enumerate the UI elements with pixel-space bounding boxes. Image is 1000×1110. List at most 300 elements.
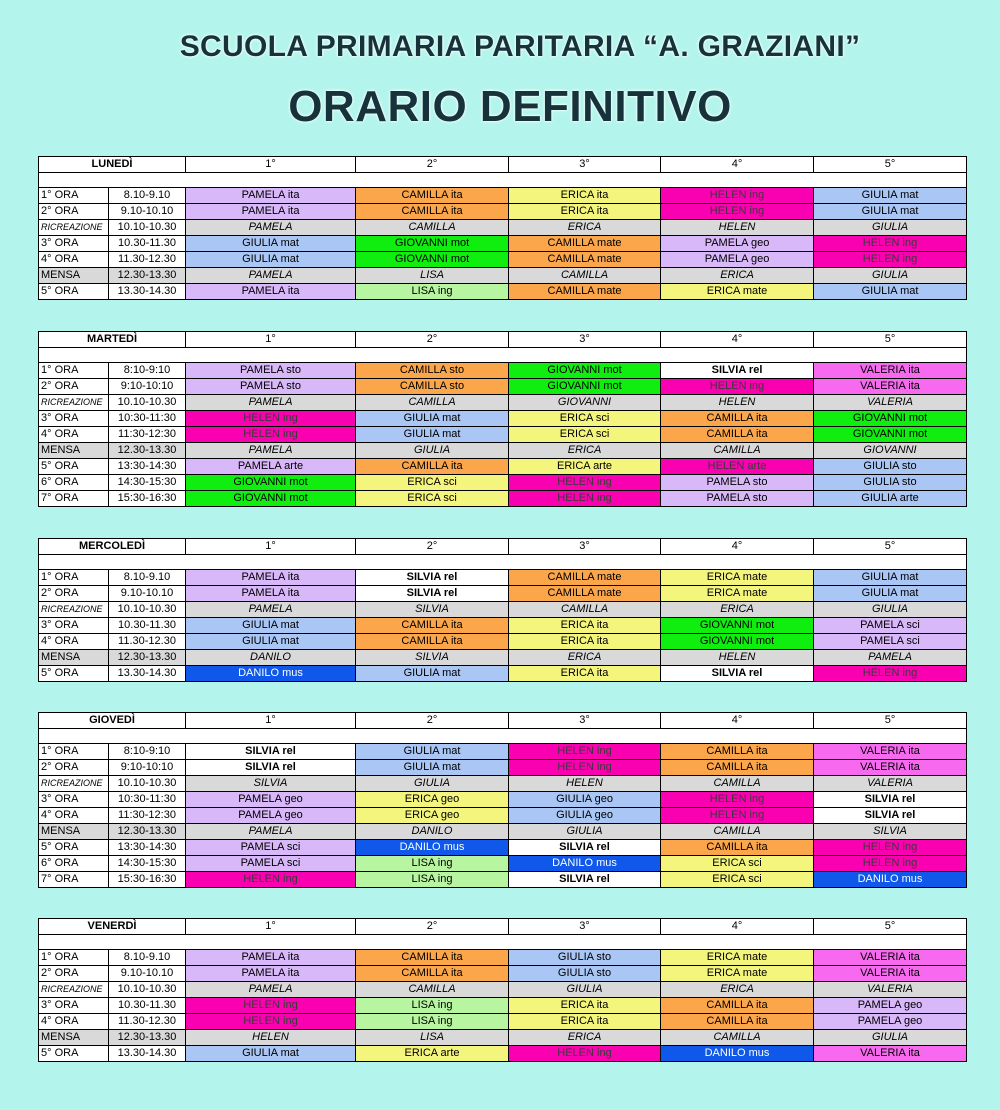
table-row [39, 475, 967, 491]
lesson-cell: GIOVANNI mot [186, 475, 356, 491]
table-row [39, 982, 967, 998]
slot-label: 3° ORA [39, 618, 109, 634]
table-row [39, 666, 967, 682]
column-header: 3° [509, 713, 661, 729]
lesson-cell: PAMELA [814, 650, 967, 666]
table-row [39, 188, 967, 204]
table-row [39, 459, 967, 475]
lesson-cell: SILVIA rel [509, 872, 661, 888]
lesson-cell: DANILO mus [661, 1046, 814, 1062]
time-cell: 10.10-10.30 [109, 776, 186, 792]
lesson-cell: ERICA ita [509, 998, 661, 1014]
day-name: MARTEDÌ [39, 332, 186, 348]
slot-label: 2° ORA [39, 760, 109, 776]
table-row [39, 1014, 967, 1030]
lesson-cell: PAMELA [186, 220, 356, 236]
slot-label: 1° ORA [39, 363, 109, 379]
column-header: 1° [186, 713, 356, 729]
table-row [39, 268, 967, 284]
lesson-cell: ERICA sci [661, 872, 814, 888]
column-header: 3° [509, 332, 661, 348]
lesson-cell: CAMILLA sto [356, 379, 509, 395]
page-title: ORARIO DEFINITIVO [288, 82, 732, 131]
time-cell: 12.30-13.30 [109, 1030, 186, 1046]
time-cell: 10.10-10.30 [109, 220, 186, 236]
header-row [39, 919, 967, 935]
spacer-cell [39, 348, 967, 363]
column-header: 5° [814, 332, 967, 348]
time-cell: 11.30-12.30 [109, 1014, 186, 1030]
lesson-cell: GIOVANNI mot [814, 411, 967, 427]
lesson-cell: HELEN ing [661, 188, 814, 204]
lesson-cell: SILVIA rel [814, 808, 967, 824]
time-cell: 10.30-11.30 [109, 236, 186, 252]
slot-label: MENSA [39, 268, 109, 284]
time-cell: 8.10-9.10 [109, 570, 186, 586]
lesson-cell: PAMELA geo [186, 792, 356, 808]
table-row [39, 634, 967, 650]
table-row [39, 950, 967, 966]
lesson-cell: GIULIA geo [509, 808, 661, 824]
lesson-cell: DANILO [186, 650, 356, 666]
lesson-cell: ERICA arte [356, 1046, 509, 1062]
lesson-cell: VALERIA ita [814, 950, 967, 966]
lesson-cell: PAMELA geo [661, 236, 814, 252]
lesson-cell: GIOVANNI mot [186, 491, 356, 507]
lesson-cell: GIULIA sto [509, 950, 661, 966]
slot-label: RICREAZIONE [39, 395, 109, 411]
slot-label: 4° ORA [39, 252, 109, 268]
column-header: 4° [661, 713, 814, 729]
lesson-cell: HELEN ing [186, 872, 356, 888]
column-header: 2° [356, 919, 509, 935]
lesson-cell: ERICA [509, 650, 661, 666]
lesson-cell: GIULIA mat [814, 204, 967, 220]
time-cell: 15:30-16:30 [109, 872, 186, 888]
table-row [39, 824, 967, 840]
table-row [39, 284, 967, 300]
slot-label: RICREAZIONE [39, 220, 109, 236]
table-row [39, 760, 967, 776]
lesson-cell: PAMELA ita [186, 204, 356, 220]
lesson-cell: PAMELA [186, 982, 356, 998]
lesson-cell: CAMILLA ita [356, 634, 509, 650]
table-row [39, 236, 967, 252]
lesson-cell: PAMELA sto [661, 475, 814, 491]
lesson-cell: CAMILLA ita [661, 998, 814, 1014]
lesson-cell: SILVIA [356, 602, 509, 618]
column-header: 1° [186, 157, 356, 173]
timetable-mercoled [38, 538, 967, 682]
lesson-cell: ERICA [509, 1030, 661, 1046]
lesson-cell: HELEN ing [814, 236, 967, 252]
lesson-cell: DANILO mus [509, 856, 661, 872]
lesson-cell: CAMILLA ita [661, 840, 814, 856]
lesson-cell: SILVIA rel [661, 363, 814, 379]
lesson-cell: ERICA [661, 268, 814, 284]
lesson-cell: GIULIA [814, 268, 967, 284]
lesson-cell: ERICA [661, 602, 814, 618]
spacer-cell [39, 173, 967, 188]
lesson-cell: CAMILLA ita [661, 411, 814, 427]
lesson-cell: ERICA sci [509, 411, 661, 427]
lesson-cell: ERICA ita [509, 204, 661, 220]
spacer-cell [39, 555, 967, 570]
table-row [39, 618, 967, 634]
lesson-cell: SILVIA rel [814, 792, 967, 808]
table-row [39, 427, 967, 443]
lesson-cell: HELEN ing [186, 1014, 356, 1030]
lesson-cell: GIOVANNI [814, 443, 967, 459]
spacer-row [39, 173, 967, 188]
lesson-cell: ERICA ita [509, 1014, 661, 1030]
lesson-cell: GIULIA mat [186, 1046, 356, 1062]
lesson-cell: HELEN ing [814, 856, 967, 872]
lesson-cell: GIOVANNI mot [509, 363, 661, 379]
lesson-cell: SILVIA [356, 650, 509, 666]
time-cell: 10.30-11.30 [109, 618, 186, 634]
lesson-cell: PAMELA [186, 824, 356, 840]
table-row [39, 650, 967, 666]
column-header: 5° [814, 919, 967, 935]
lesson-cell: PAMELA sci [814, 634, 967, 650]
table-row [39, 792, 967, 808]
lesson-cell: ERICA [661, 982, 814, 998]
slot-label: 3° ORA [39, 998, 109, 1014]
table-row [39, 1030, 967, 1046]
column-header: 5° [814, 539, 967, 555]
slot-label: 6° ORA [39, 475, 109, 491]
table-row [39, 379, 967, 395]
column-header: 3° [509, 157, 661, 173]
lesson-cell: CAMILLA mate [509, 586, 661, 602]
lesson-cell: PAMELA geo [186, 808, 356, 824]
table-row [39, 411, 967, 427]
lesson-cell: GIULIA mat [814, 188, 967, 204]
lesson-cell: GIULIA [356, 776, 509, 792]
slot-label: 7° ORA [39, 872, 109, 888]
lesson-cell: GIULIA [814, 220, 967, 236]
lesson-cell: SILVIA rel [509, 840, 661, 856]
table-row [39, 220, 967, 236]
time-cell: 14:30-15:30 [109, 475, 186, 491]
lesson-cell: VALERIA [814, 395, 967, 411]
slot-label: RICREAZIONE [39, 982, 109, 998]
lesson-cell: HELEN ing [186, 998, 356, 1014]
lesson-cell: PAMELA sto [186, 379, 356, 395]
time-cell: 13:30-14:30 [109, 459, 186, 475]
lesson-cell: ERICA sci [356, 475, 509, 491]
lesson-cell: CAMILLA ita [356, 950, 509, 966]
lesson-cell: DANILO mus [186, 666, 356, 682]
lesson-cell: GIULIA geo [509, 792, 661, 808]
table-row [39, 966, 967, 982]
lesson-cell: GIULIA [814, 602, 967, 618]
lesson-cell: GIULIA mat [356, 744, 509, 760]
lesson-cell: CAMILLA mate [509, 236, 661, 252]
lesson-cell: HELEN ing [509, 744, 661, 760]
lesson-cell: GIULIA mat [186, 252, 356, 268]
slot-label: 1° ORA [39, 744, 109, 760]
lesson-cell: HELEN [661, 220, 814, 236]
table-row [39, 776, 967, 792]
slot-label: 4° ORA [39, 1014, 109, 1030]
lesson-cell: HELEN ing [814, 252, 967, 268]
spacer-cell [39, 729, 967, 744]
lesson-cell: GIULIA mat [356, 666, 509, 682]
time-cell: 10:30-11:30 [109, 792, 186, 808]
table-row [39, 998, 967, 1014]
lesson-cell: CAMILLA [509, 268, 661, 284]
header-row [39, 713, 967, 729]
lesson-cell: PAMELA ita [186, 284, 356, 300]
lesson-cell: GIULIA [509, 982, 661, 998]
lesson-cell: PAMELA ita [186, 950, 356, 966]
table-row [39, 872, 967, 888]
lesson-cell: GIULIA arte [814, 491, 967, 507]
lesson-cell: GIULIA mat [356, 427, 509, 443]
slot-label: 4° ORA [39, 427, 109, 443]
lesson-cell: LISA ing [356, 1014, 509, 1030]
lesson-cell: HELEN ing [814, 666, 967, 682]
lesson-cell: PAMELA ita [186, 188, 356, 204]
lesson-cell: VALERIA [814, 776, 967, 792]
time-cell: 8:10-9:10 [109, 363, 186, 379]
lesson-cell: SILVIA rel [186, 760, 356, 776]
time-cell: 9.10-10.10 [109, 586, 186, 602]
lesson-cell: CAMILLA [356, 220, 509, 236]
slot-label: 1° ORA [39, 950, 109, 966]
lesson-cell: HELEN ing [661, 792, 814, 808]
slot-label: 7° ORA [39, 491, 109, 507]
time-cell: 12.30-13.30 [109, 650, 186, 666]
slot-label: RICREAZIONE [39, 602, 109, 618]
slot-label: 5° ORA [39, 459, 109, 475]
slot-label: 3° ORA [39, 411, 109, 427]
time-cell: 8.10-9.10 [109, 950, 186, 966]
lesson-cell: CAMILLA [661, 824, 814, 840]
lesson-cell: PAMELA [186, 268, 356, 284]
lesson-cell: CAMILLA mate [509, 284, 661, 300]
time-cell: 11:30-12:30 [109, 427, 186, 443]
table-row [39, 491, 967, 507]
lesson-cell: HELEN ing [661, 204, 814, 220]
column-header: 1° [186, 539, 356, 555]
lesson-cell: ERICA ita [509, 634, 661, 650]
time-cell: 9:10-10:10 [109, 760, 186, 776]
column-header: 2° [356, 539, 509, 555]
lesson-cell: ERICA mate [661, 966, 814, 982]
slot-label: RICREAZIONE [39, 776, 109, 792]
lesson-cell: GIULIA sto [814, 475, 967, 491]
lesson-cell: PAMELA sci [814, 618, 967, 634]
header-row [39, 332, 967, 348]
lesson-cell: VALERIA ita [814, 363, 967, 379]
lesson-cell: ERICA mate [661, 950, 814, 966]
lesson-cell: ERICA mate [661, 284, 814, 300]
lesson-cell: CAMILLA ita [356, 204, 509, 220]
day-name: MERCOLEDÌ [39, 539, 186, 555]
column-header: 4° [661, 157, 814, 173]
column-header: 5° [814, 713, 967, 729]
lesson-cell: LISA ing [356, 856, 509, 872]
lesson-cell: GIULIA mat [814, 586, 967, 602]
lesson-cell: CAMILLA ita [356, 188, 509, 204]
lesson-cell: VALERIA [814, 982, 967, 998]
column-header: 2° [356, 157, 509, 173]
timetable-luned [38, 156, 967, 300]
lesson-cell: CAMILLA ita [661, 427, 814, 443]
lesson-cell: ERICA ita [509, 618, 661, 634]
lesson-cell: PAMELA geo [661, 252, 814, 268]
lesson-cell: CAMILLA ita [356, 459, 509, 475]
lesson-cell: DANILO [356, 824, 509, 840]
table-row [39, 808, 967, 824]
lesson-cell: HELEN ing [661, 808, 814, 824]
lesson-cell: CAMILLA ita [661, 760, 814, 776]
slot-label: 6° ORA [39, 856, 109, 872]
lesson-cell: HELEN ing [509, 491, 661, 507]
lesson-cell: GIULIA [509, 824, 661, 840]
slot-label: 5° ORA [39, 284, 109, 300]
column-header: 4° [661, 332, 814, 348]
lesson-cell: GIULIA mat [186, 634, 356, 650]
lesson-cell: ERICA mate [661, 570, 814, 586]
lesson-cell: PAMELA [186, 602, 356, 618]
lesson-cell: VALERIA ita [814, 1046, 967, 1062]
lesson-cell: GIULIA [814, 1030, 967, 1046]
lesson-cell: GIULIA mat [814, 284, 967, 300]
column-header: 3° [509, 919, 661, 935]
spacer-row [39, 935, 967, 950]
lesson-cell: HELEN [661, 650, 814, 666]
spacer-row [39, 555, 967, 570]
lesson-cell: LISA [356, 268, 509, 284]
lesson-cell: ERICA [509, 220, 661, 236]
lesson-cell: CAMILLA [356, 982, 509, 998]
table-row [39, 856, 967, 872]
lesson-cell: HELEN [661, 395, 814, 411]
lesson-cell: PAMELA geo [814, 998, 967, 1014]
lesson-cell: GIOVANNI mot [661, 634, 814, 650]
time-cell: 11:30-12:30 [109, 808, 186, 824]
lesson-cell: CAMILLA ita [356, 618, 509, 634]
lesson-cell: HELEN [509, 776, 661, 792]
time-cell: 10.10-10.30 [109, 395, 186, 411]
header-row [39, 157, 967, 173]
lesson-cell: CAMILLA [661, 1030, 814, 1046]
column-header: 2° [356, 713, 509, 729]
lesson-cell: HELEN ing [509, 760, 661, 776]
lesson-cell: GIULIA mat [814, 570, 967, 586]
lesson-cell: GIULIA [356, 443, 509, 459]
lesson-cell: SILVIA rel [356, 586, 509, 602]
lesson-cell: PAMELA sci [186, 840, 356, 856]
slot-label: 5° ORA [39, 666, 109, 682]
lesson-cell: HELEN ing [186, 411, 356, 427]
slot-label: 3° ORA [39, 792, 109, 808]
lesson-cell: SILVIA rel [186, 744, 356, 760]
lesson-cell: HELEN ing [661, 379, 814, 395]
lesson-cell: GIOVANNI mot [814, 427, 967, 443]
lesson-cell: HELEN ing [814, 840, 967, 856]
lesson-cell: PAMELA ita [186, 586, 356, 602]
table-row [39, 570, 967, 586]
table-row [39, 840, 967, 856]
column-header: 4° [661, 539, 814, 555]
column-header: 3° [509, 539, 661, 555]
slot-label: MENSA [39, 650, 109, 666]
lesson-cell: CAMILLA ita [661, 1014, 814, 1030]
lesson-cell: ERICA geo [356, 792, 509, 808]
spacer-cell [39, 935, 967, 950]
slot-label: 5° ORA [39, 840, 109, 856]
lesson-cell: CAMILLA mate [509, 570, 661, 586]
time-cell: 13.30-14.30 [109, 1046, 186, 1062]
lesson-cell: GIOVANNI mot [661, 618, 814, 634]
lesson-cell: PAMELA [186, 395, 356, 411]
time-cell: 14:30-15:30 [109, 856, 186, 872]
lesson-cell: ERICA [509, 443, 661, 459]
lesson-cell: GIOVANNI mot [356, 236, 509, 252]
lesson-cell: CAMILLA [661, 776, 814, 792]
lesson-cell: ERICA sci [509, 427, 661, 443]
lesson-cell: ERICA mate [661, 586, 814, 602]
table-row [39, 443, 967, 459]
lesson-cell: HELEN ing [509, 475, 661, 491]
school-title: SCUOLA PRIMARIA PARITARIA “A. GRAZIANI” [179, 30, 861, 63]
lesson-cell: CAMILLA mate [509, 252, 661, 268]
column-header: 5° [814, 157, 967, 173]
lesson-cell: GIOVANNI mot [356, 252, 509, 268]
lesson-cell: GIULIA mat [356, 411, 509, 427]
lesson-cell: PAMELA ita [186, 966, 356, 982]
lesson-cell: HELEN ing [186, 427, 356, 443]
lesson-cell: CAMILLA ita [356, 966, 509, 982]
slot-label: 4° ORA [39, 634, 109, 650]
day-name: LUNEDÌ [39, 157, 186, 173]
slot-label: 1° ORA [39, 570, 109, 586]
lesson-cell: CAMILLA [356, 395, 509, 411]
lesson-cell: GIULIA mat [186, 236, 356, 252]
time-cell: 12.30-13.30 [109, 824, 186, 840]
time-cell: 10.10-10.30 [109, 602, 186, 618]
lesson-cell: ERICA geo [356, 808, 509, 824]
table-row [39, 363, 967, 379]
lesson-cell: GIOVANNI mot [509, 379, 661, 395]
lesson-cell: HELEN arte [661, 459, 814, 475]
lesson-cell: GIOVANNI [509, 395, 661, 411]
slot-label: MENSA [39, 1030, 109, 1046]
time-cell: 15:30-16:30 [109, 491, 186, 507]
slot-label: 2° ORA [39, 379, 109, 395]
lesson-cell: SILVIA rel [356, 570, 509, 586]
lesson-cell: PAMELA [186, 443, 356, 459]
timetable-marted [38, 331, 967, 507]
slot-label: 4° ORA [39, 808, 109, 824]
lesson-cell: CAMILLA [661, 443, 814, 459]
time-cell: 10.30-11.30 [109, 998, 186, 1014]
time-cell: 10.10-10.30 [109, 982, 186, 998]
table-row [39, 744, 967, 760]
lesson-cell: SILVIA rel [661, 666, 814, 682]
lesson-cell: VALERIA ita [814, 760, 967, 776]
lesson-cell: VALERIA ita [814, 966, 967, 982]
lesson-cell: LISA ing [356, 284, 509, 300]
time-cell: 8:10-9:10 [109, 744, 186, 760]
slot-label: 1° ORA [39, 188, 109, 204]
slot-label: 3° ORA [39, 236, 109, 252]
